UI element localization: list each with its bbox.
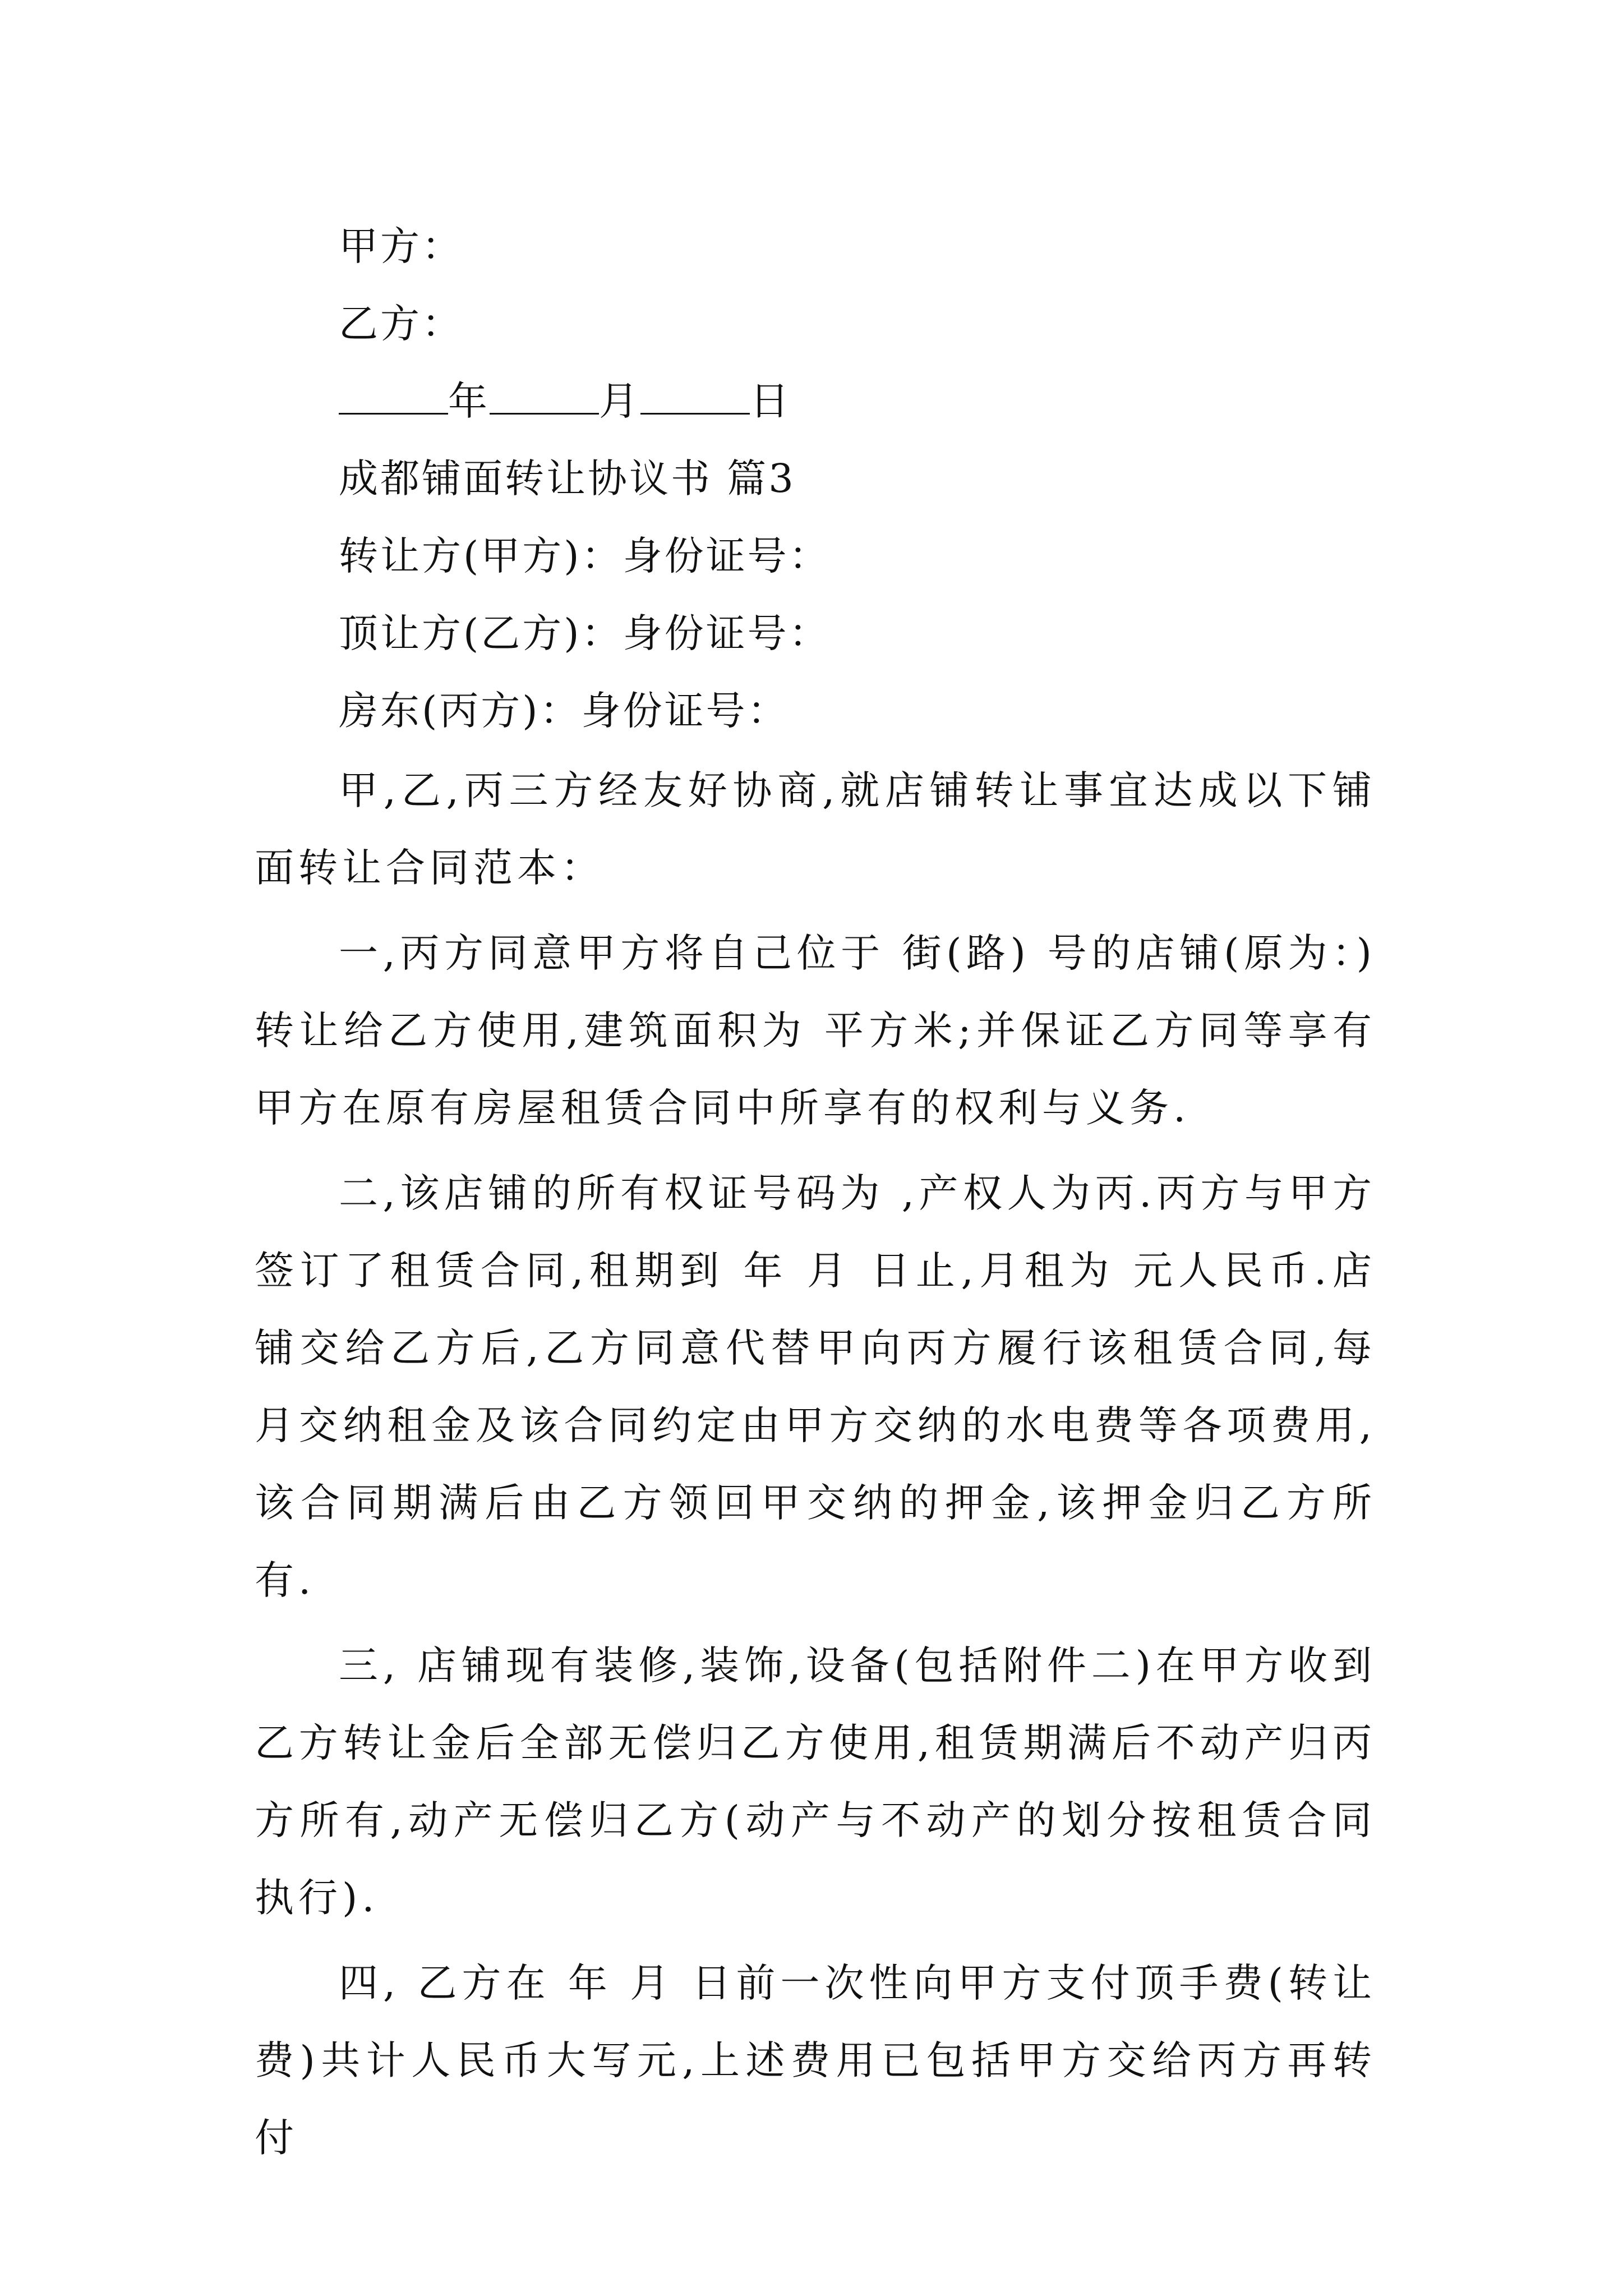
party-a-line: 甲方： — [339, 223, 463, 269]
day-label: 日 — [750, 378, 791, 424]
year-label: 年 — [448, 378, 490, 424]
paragraph-clause-4: 四, 乙方在 年 月 日前一次性向甲方支付顶手费(转让费)共计人民币大写元,上述费用已包括甲方交给丙方再转付 — [255, 1960, 1376, 2161]
paragraph-clause-1: 一,丙方同意甲方将自己位于 街(路) 号的店铺(原为：)转让给乙方使用,建筑面积为 平方米;并保证乙方同等享有甲方在原有房屋租赁合同中所享有的权利与义务. — [255, 930, 1376, 1131]
section-title: 成都铺面转让协议书 篇3 — [339, 455, 796, 501]
paragraph-clause-3: 三, 店铺现有装修,装饰,设备(包括附件二)在甲方收到乙方转让金后全部无偿归乙方使用,租赁期满后不动产归丙方所有,动产无偿归乙方(动产与不动产的划分按租赁合同执行). — [255, 1642, 1376, 1921]
month-blank — [490, 379, 599, 415]
transferee-line: 顶让方(乙方)：身份证号： — [339, 610, 831, 656]
document-body — [255, 208, 1376, 2177]
year-blank — [339, 379, 448, 415]
party-b-line: 乙方： — [339, 301, 463, 347]
date-line — [255, 362, 1376, 440]
transferor-line: 转让方(甲方)：身份证号： — [339, 533, 831, 579]
paragraph-intro: 甲,乙,丙三方经友好协商,就店铺转让事宜达成以下铺面转让合同范本： — [255, 767, 1376, 891]
landlord-line: 房东(丙方)：身份证号： — [339, 688, 789, 734]
month-label: 月 — [599, 378, 640, 424]
paragraph-clause-2: 二,该店铺的所有权证号码为 ,产权人为丙.丙方与甲方签订了租赁合同,租期到 年 月 日止,月租为 元人民币.店铺交给乙方后,乙方同意代替甲向丙方履行该租赁合同,每月交纳租金及该合同约定由甲方交纳的水电费等各项费用,该合同期满后由乙方领回甲交纳的押金,该押金归乙方所有. — [255, 1170, 1376, 1603]
day-blank — [640, 379, 750, 415]
